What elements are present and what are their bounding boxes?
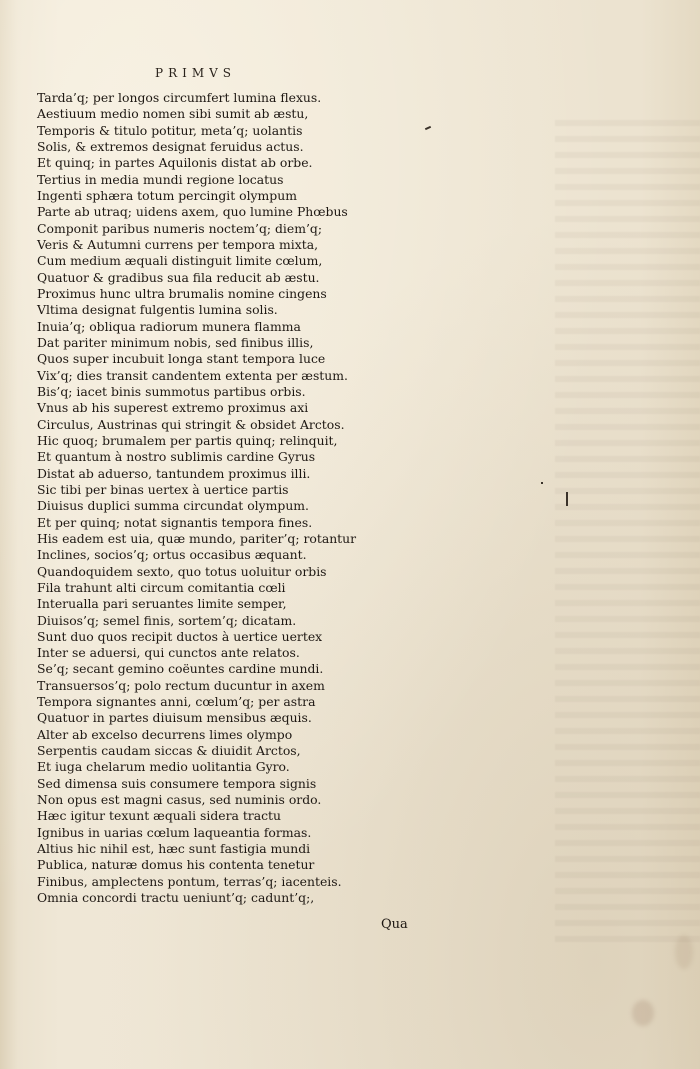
verse-line: Solis, & extremos designat feruidus actus.	[37, 138, 304, 154]
verse-line: Vltima designat fulgentis lumina solis.	[37, 302, 278, 318]
verse-line: Aestiuum medio nomen sibi sumit ab æstu,	[37, 106, 309, 122]
verse-line: Cum medium æquali distinguit limite cœlum,	[37, 253, 323, 269]
verse-line: Alter ab excelso decurrens limes olympo	[37, 726, 293, 742]
verse-line: Sic tibi per binas uertex à uertice partis	[37, 481, 289, 497]
verse-line: Parte ab utraq; uidens axem, quo lumine Phœbus	[37, 204, 348, 220]
verse-line: Veris & Autumni currens per tempora mixta,	[37, 236, 319, 252]
verse-line: Dat pariter minimum nobis, sed finibus illis,	[37, 334, 314, 350]
verse-line: Quatuor in partes diuisum mensibus æquis.	[37, 710, 312, 726]
verse-line: Inuia’q; obliqua radiorum munera flamma	[37, 318, 301, 334]
verse-line: Et quinq; in partes Aquilonis distat ab orbe.	[37, 155, 313, 171]
catchword: Qua	[381, 917, 408, 932]
verse-list	[37, 90, 357, 906]
verse-line: Et per quinq; notat signantis tempora fines.	[37, 514, 313, 530]
verse-line: Et iuga chelarum medio uolitantia Gyro.	[37, 759, 290, 775]
verse-line: Proximus hunc ultra brumalis nomine cingens	[37, 285, 327, 301]
verse-line: Ignibus in uarias cœlum laqueantia formas.	[37, 824, 312, 840]
verse-line: Tertius in media mundi regione locatus	[37, 171, 284, 187]
verse-line: Hic quoq; brumalem per partis quinq; relinquit,	[37, 432, 338, 448]
verse-line: Vix’q; dies transit candentem extenta per æstum.	[37, 367, 348, 383]
verse-line: Vnus ab his superest extremo proximus axi	[37, 400, 309, 416]
verse-line: Quatuor & gradibus sua fila reducit ab æstu.	[37, 269, 320, 285]
verse-line: Temporis & titulo potitur, meta’q; uolantis	[37, 122, 303, 138]
verse-line: Non opus est magni casus, sed numinis ordo.	[37, 792, 322, 808]
verse-line: Circulus, Austrinas qui stringit & obsidet Arctos.	[37, 416, 345, 432]
verse-line: His eadem est uia, quæ mundo, pariter’q; rotantur	[37, 530, 357, 546]
verse-line: Ingenti sphæra totum percingit olympum	[37, 187, 297, 203]
verse-line: Distat ab aduerso, tantundem proximus illi.	[37, 465, 311, 481]
verse-line: Bis’q; iacet binis summotus partibus orbis.	[37, 383, 306, 399]
verse-line: Inclines, socios’q; ortus occasibus æquant.	[37, 547, 307, 563]
verse-line: Diuisos’q; semel finis, sortem’q; dicatam.	[37, 612, 297, 628]
verse-line: Altius hic nihil est, hæc sunt fastigia mundi	[37, 841, 311, 857]
verse-line: Sed dimensa suis consumere tempora signis	[37, 775, 317, 791]
verse-line: Hæc igitur texunt æquali sidera tractu	[37, 808, 282, 824]
running-head: PRIMVS	[155, 66, 237, 80]
verse-line: Sunt duo quos recipit ductos à uertice uertex	[37, 628, 323, 644]
verse-line: Interualla pari seruantes limite semper,	[37, 596, 287, 612]
verse-line: Quandoquidem sexto, quo totus uoluitur orbis	[37, 563, 327, 579]
paper-stain	[632, 1000, 654, 1026]
show-through-text	[555, 120, 700, 950]
verse-line: Omnia concordi tractu ueniunt’q; cadunt’q;,	[37, 890, 315, 906]
verse-line: Quos super incubuit longa stant tempora luce	[37, 351, 326, 367]
margin-mark	[541, 482, 543, 484]
paper-stain	[675, 935, 693, 969]
verse-line: Tempora signantes anni, cœlum’q; per astra	[37, 694, 316, 710]
margin-mark	[566, 492, 568, 506]
verse-line: Transuersos’q; polo rectum ducuntur in axem	[37, 677, 325, 693]
verse-line: Et quantum à nostro sublimis cardine Gyrus	[37, 449, 316, 465]
verse-line: Se’q; secant gemino coëuntes cardine mundi.	[37, 661, 324, 677]
verse-line: Fila trahunt alti circum comitantia cœli	[37, 579, 286, 595]
verse-line: Publica, naturæ domus his contenta tenetur	[37, 857, 315, 873]
verse-line: Diuisus duplici summa circundat olympum.	[37, 498, 309, 514]
verse-line: Serpentis caudam siccas & diuidit Arctos,	[37, 743, 301, 759]
verse-line: Componit paribus numeris noctem’q; diem’q;	[37, 220, 323, 236]
verse-line: Finibus, amplectens pontum, terras’q; iacenteis.	[37, 873, 342, 889]
verse-line: Inter se aduersi, qui cunctos ante relatos.	[37, 645, 300, 661]
margin-mark	[425, 126, 431, 130]
verse-line: Tarda’q; per longos circumfert lumina flexus.	[37, 90, 322, 105]
